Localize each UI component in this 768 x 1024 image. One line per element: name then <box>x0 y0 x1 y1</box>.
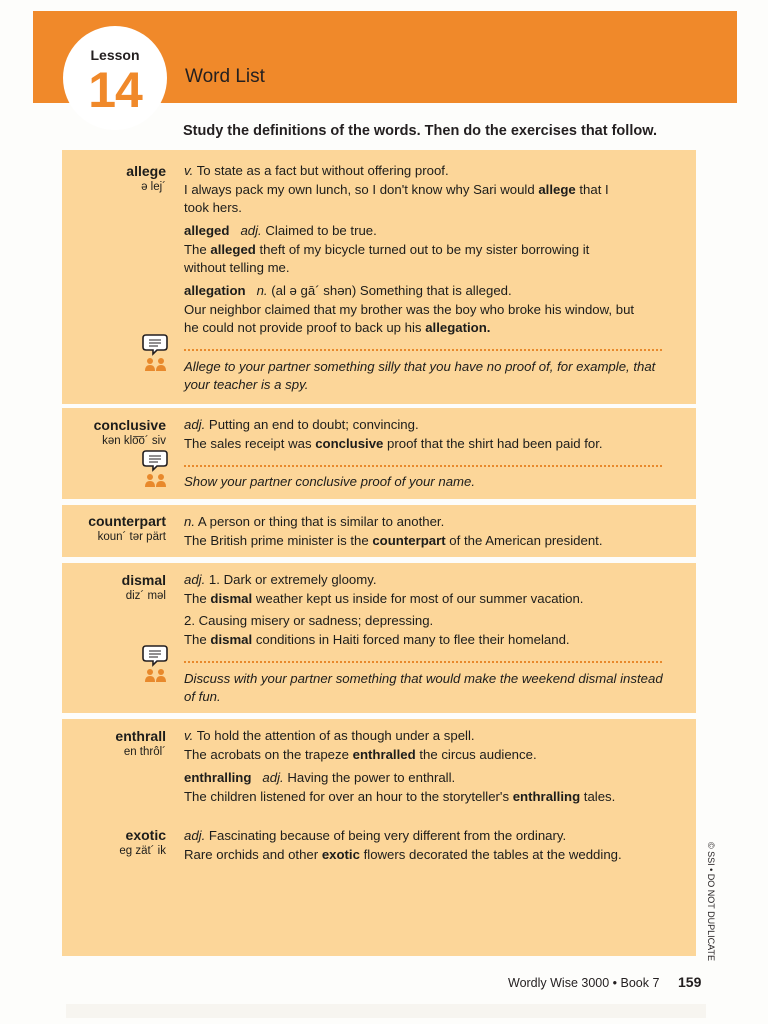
headword-block <box>115 728 166 759</box>
entry-panel-allege <box>62 150 696 404</box>
definition: v. To hold the attention of as though under a spell. <box>184 728 475 743</box>
definition: 2. Causing misery or sadness; depressing. <box>184 613 434 628</box>
lesson-number: 14 <box>88 62 142 118</box>
pronunciation: kən klo͞o´ siv <box>102 435 166 447</box>
derived-definition: enthralling adj. Having the power to enthrall. <box>184 770 456 785</box>
derived-definition: alleged adj. Claimed to be true. <box>184 223 377 238</box>
headword: conclusive <box>93 417 166 433</box>
headword: enthrall <box>115 728 166 744</box>
speech-bubble-icon <box>143 646 167 665</box>
definition: adj. 1. Dark or extremely gloomy. <box>184 572 377 587</box>
example-sentence-cont: without telling me. <box>184 260 290 275</box>
headword: exotic <box>125 827 166 843</box>
pronunciation: ə lej´ <box>141 181 166 193</box>
example-sentence: Our neighbor claimed that my brother was the boy who broke his window, but <box>184 302 635 317</box>
pronunciation: eg zät´ ik <box>119 845 166 857</box>
lesson-badge <box>63 26 167 130</box>
headword: dismal <box>121 572 166 588</box>
copyright-note: © SSI • DO NOT DUPLICATE <box>706 842 716 961</box>
partner-activity-icon <box>142 332 168 372</box>
dotted-divider <box>184 465 662 467</box>
example-sentence: Rare orchids and other exotic flowers decorated the tables at the wedding. <box>184 847 622 862</box>
definition: v. To state as a fact but without offering proof. <box>184 163 449 178</box>
example-sentence-cont: took hers. <box>184 200 242 215</box>
partner-activity: Discuss with your partner something that would make the weekend dismal instead <box>184 671 663 686</box>
example-sentence: The children listened for over an hour to the storyteller's enthralling tales. <box>184 789 616 804</box>
dotted-divider <box>184 349 662 351</box>
example-sentence: The acrobats on the trapeze enthralled the circus audience. <box>184 747 537 762</box>
partners-icon <box>145 474 166 487</box>
partner-activity-cont: your teacher is a spy. <box>184 377 309 392</box>
pronunciation: koun´ tər pärt <box>97 531 166 543</box>
partner-activity-icon <box>142 643 168 683</box>
derived-definition: allegation n. (al ə gā´ shən) Something that is alleged. <box>184 283 512 298</box>
entry-panel-conclusive <box>62 408 696 499</box>
example-sentence-cont: he could not provide proof to back up his allegation. <box>184 320 491 335</box>
example-sentence: The dismal conditions in Haiti forced many to flee their homeland. <box>184 632 570 647</box>
entry-panel-dismal <box>62 563 696 713</box>
speech-bubble-icon <box>143 451 167 470</box>
partner-activity-cont: of fun. <box>184 689 221 704</box>
headword-block <box>119 827 166 858</box>
headword-block <box>94 417 166 448</box>
partners-icon <box>145 358 166 371</box>
partners-icon <box>145 669 166 682</box>
headword: allege <box>126 163 166 179</box>
headword-block <box>88 513 166 544</box>
partner-activity-icon <box>142 448 168 488</box>
headword-block <box>122 572 166 603</box>
definition: adj. Putting an end to doubt; convincing. <box>184 417 419 432</box>
lesson-label: Lesson <box>90 47 140 63</box>
dotted-divider <box>184 661 662 663</box>
entry-panel-counterpart <box>62 505 696 557</box>
definition: n. A person or thing that is similar to another. <box>184 514 445 529</box>
example-sentence: The dismal weather kept us inside for most of our summer vacation. <box>184 591 584 606</box>
book-title: Wordly Wise 3000 • Book 7 <box>508 976 660 990</box>
example-sentence: The British prime minister is the counterpart of the American president. <box>184 533 603 548</box>
pronunciation: diz´ məl <box>125 590 166 602</box>
speech-bubble-icon <box>143 335 167 354</box>
partner-activity: Show your partner conclusive proof of your name. <box>184 474 476 489</box>
example-sentence: The sales receipt was conclusive proof that the shirt had been paid for. <box>184 436 603 451</box>
entry-panel-enthrall-exotic <box>62 719 696 956</box>
instructions: Study the definitions of the words. Then do the exercises that follow. <box>183 123 657 139</box>
page-number: 159 <box>678 974 702 990</box>
example-sentence: I always pack my own lunch, so I don't know why Sari would allege that I <box>184 182 609 197</box>
pronunciation: en thrôl´ <box>123 746 166 758</box>
headword-block <box>126 163 166 194</box>
definition: adj. Fascinating because of being very different from the ordinary. <box>184 828 567 843</box>
headword: counterpart <box>88 513 166 529</box>
example-sentence: The alleged theft of my bicycle turned out to be my sister borrowing it <box>184 242 590 257</box>
page-bottom-edge <box>66 1004 706 1018</box>
partner-activity: Allege to your partner something silly that you have no proof of, for example, that <box>184 359 656 374</box>
page-title: Word List <box>185 66 265 87</box>
